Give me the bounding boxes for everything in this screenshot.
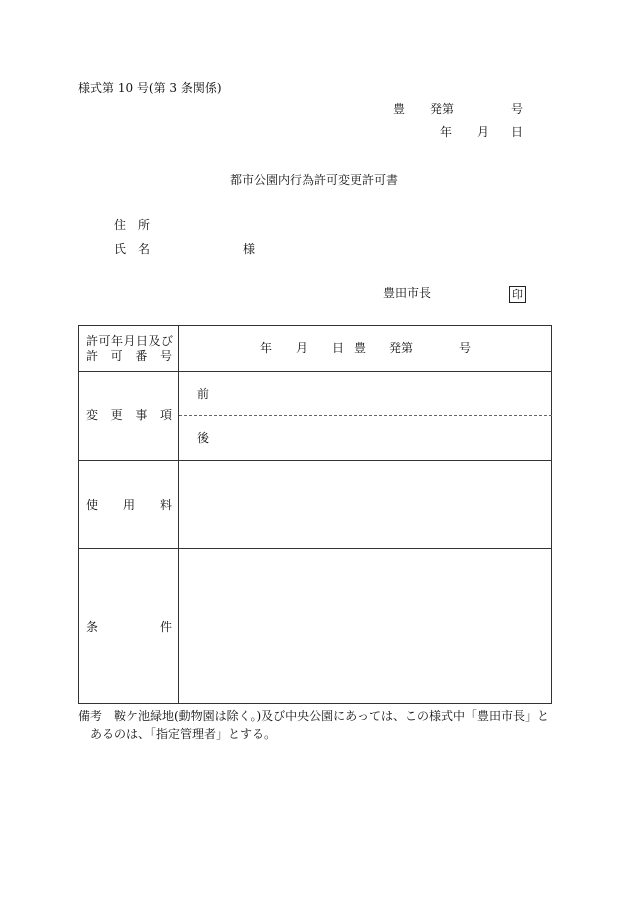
conditions-label: [86, 621, 172, 633]
remarks-line-1: 備考 鞍ケ池緑地(動物園は除く。)及び中央公園にあっては、この様式中「豊田市長」と: [78, 709, 550, 723]
table-row-divider-3: [78, 548, 552, 549]
usage-fee-label-char: 使: [86, 498, 99, 512]
form-number: 様式第 10 号(第 3 条関係): [78, 81, 222, 95]
honorific: 様: [243, 242, 256, 256]
change-after-label: 後: [197, 431, 210, 445]
change-items-label-char: 更: [110, 408, 123, 422]
permit-number-label-char: 番: [135, 349, 148, 363]
permit-number-suffix: 号: [459, 341, 472, 355]
change-items-label-char: 事: [135, 408, 148, 422]
permit-date-day: 日: [332, 341, 345, 355]
issue-date-month: 月: [477, 125, 490, 139]
issuer-name: 豊田市長: [383, 286, 432, 300]
permit-date-month: 月: [296, 341, 309, 355]
permit-number-middle: 発第: [389, 341, 414, 355]
usage-fee-label-char: 料: [159, 498, 172, 512]
document-number-middle: 発第: [430, 102, 455, 116]
table-column-divider: [178, 325, 179, 704]
conditions-label-char: 件: [159, 620, 172, 634]
document-number-suffix: 号: [511, 102, 524, 116]
conditions-label-char: 条: [86, 620, 99, 634]
permit-number-label-char: 可: [110, 349, 123, 363]
address-label-1: 住: [114, 218, 127, 232]
document-number-prefix: 豊: [393, 102, 406, 116]
table-row-divider-2: [78, 460, 552, 461]
issue-date-day: 日: [511, 125, 524, 139]
permit-number-prefix: 豊: [354, 341, 367, 355]
issue-date-year: 年: [440, 125, 453, 139]
name-label-2: 名: [138, 242, 151, 256]
usage-fee-label: [86, 499, 172, 511]
change-before-label: 前: [197, 387, 210, 401]
document-title: 都市公園内行為許可変更許可書: [230, 173, 399, 187]
change-items-label-char: 変: [86, 408, 99, 422]
permit-number-label-char: 号: [159, 349, 172, 363]
before-after-divider: [179, 415, 552, 416]
permit-number-label: [86, 350, 172, 362]
usage-fee-label-char: 用: [122, 498, 135, 512]
seal-mark: 印: [509, 286, 526, 303]
permit-number-label-char: 許: [86, 349, 99, 363]
change-items-label: [86, 409, 172, 421]
table-row-divider-1: [78, 371, 552, 372]
remarks-line-2: あるのは、「指定管理者」とする。: [90, 727, 277, 741]
permit-date-label-line1: 許可年月日及び: [86, 334, 174, 348]
address-label-2: 所: [138, 218, 151, 232]
name-label-1: 氏: [114, 242, 127, 256]
change-items-label-char: 項: [159, 408, 172, 422]
permit-table: [78, 325, 552, 704]
permit-date-year: 年: [260, 341, 273, 355]
